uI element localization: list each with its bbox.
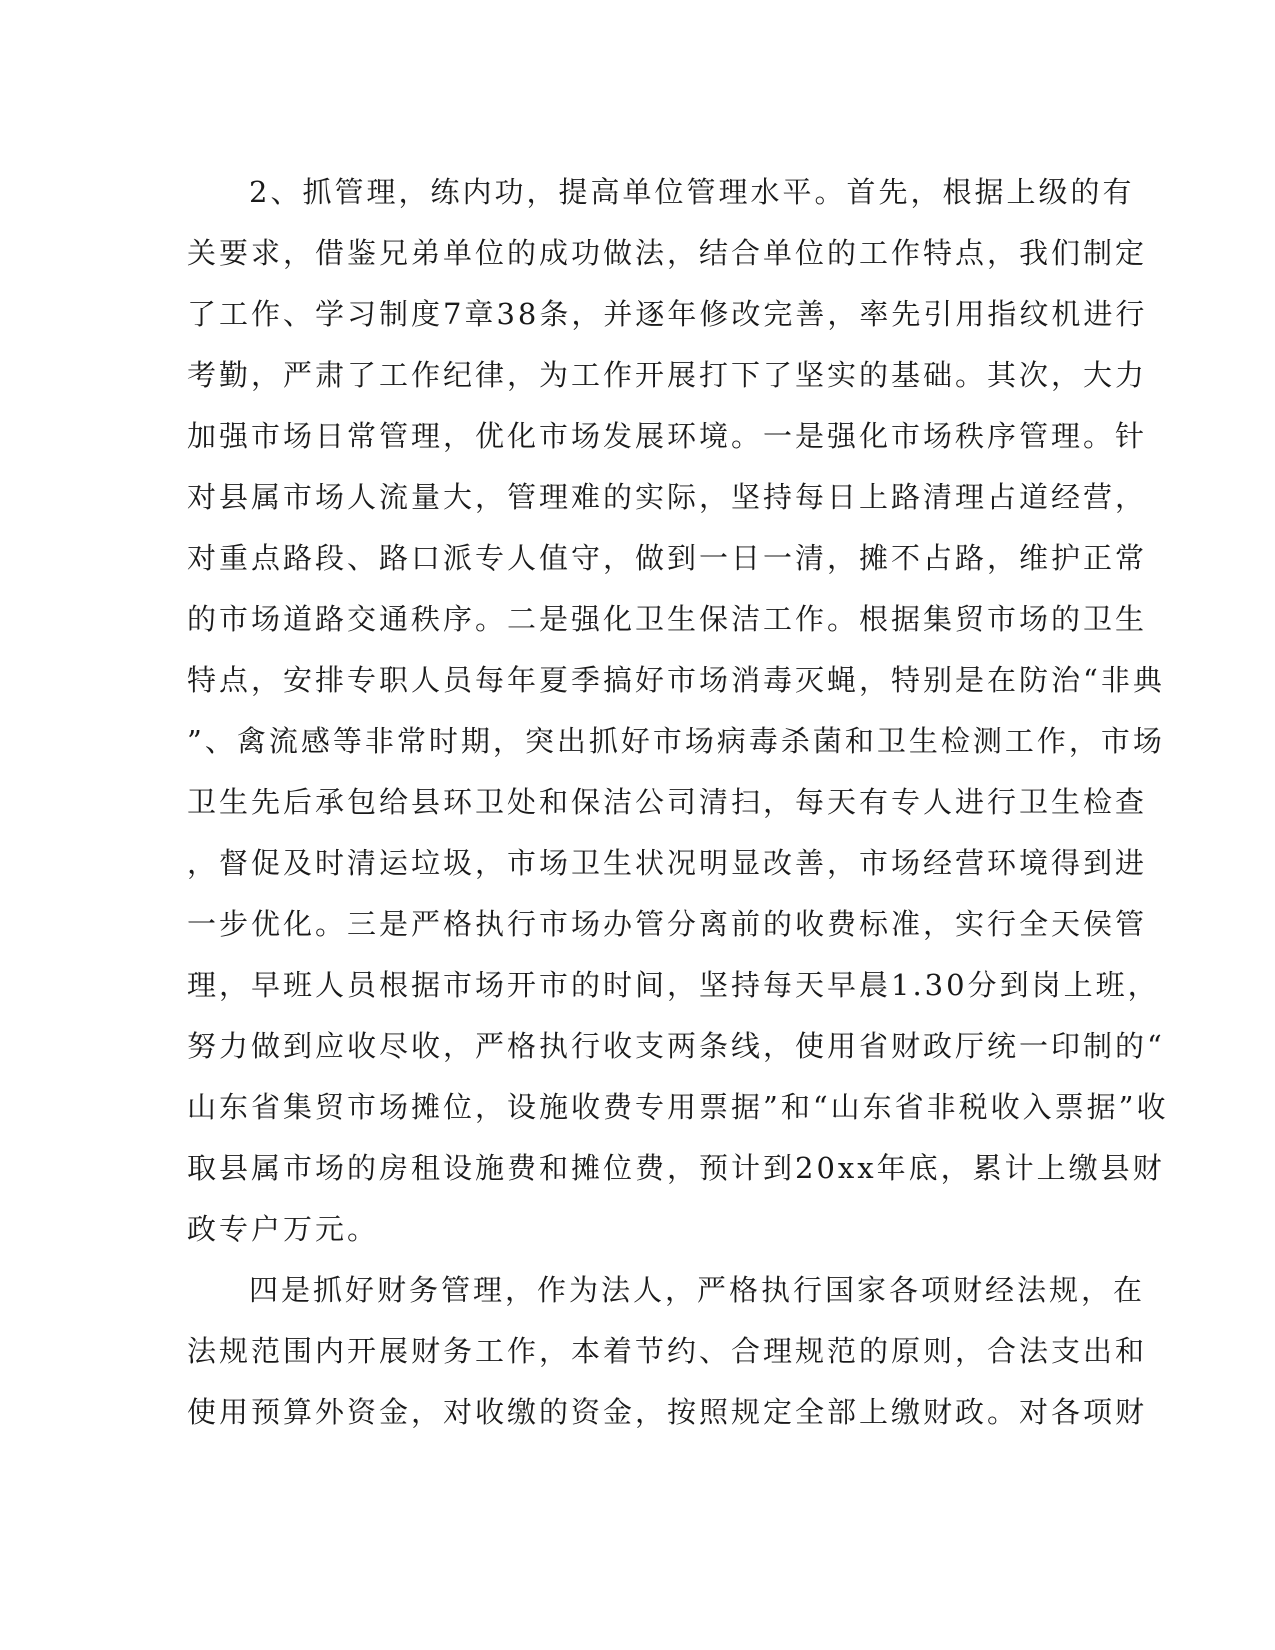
text-line: 一步优化。三是严格执行市场办管分离前的收费标准，实行全天侯管 xyxy=(187,907,1148,941)
text-line: 对重点路段、路口派专人值守，做到一日一清，摊不占路，维护正常 xyxy=(187,541,1148,575)
text-line: 法规范围内开展财务工作，本着节约、合理规范的原则，合法支出和 xyxy=(187,1334,1148,1368)
text-line: 的市场道路交通秩序。二是强化卫生保洁工作。根据集贸市场的卫生 xyxy=(187,602,1148,636)
text-line: 理，早班人员根据市场开市的时间，坚持每天早晨1.30分到岗上班， xyxy=(187,968,1160,1002)
text-line: 关要求，借鉴兄弟单位的成功做法，结合单位的工作特点，我们制定 xyxy=(187,236,1148,270)
text-line: ”、禽流感等非常时期，突出抓好市场病毒杀菌和卫生检测工作，市场 xyxy=(187,724,1165,758)
text-line: 2、抓管理，练内功，提高单位管理水平。首先，根据上级的有 xyxy=(249,175,1135,209)
text-line: 了工作、学习制度7章38条，并逐年修改完善，率先引用指纹机进行 xyxy=(187,297,1148,331)
text-line: 加强市场日常管理，优化市场发展环境。一是强化市场秩序管理。针 xyxy=(187,419,1148,453)
text-line: 使用预算外资金，对收缴的资金，按照规定全部上缴财政。对各项财 xyxy=(187,1395,1148,1429)
text-line: 对县属市场人流量大，管理难的实际，坚持每日上路清理占道经营， xyxy=(187,480,1148,514)
text-line: 特点，安排专职人员每年夏季搞好市场消毒灭蝇，特别是在防治“非典 xyxy=(187,663,1165,697)
text-line: 考勤，严肃了工作纪律，为工作开展打下了坚实的基础。其次，大力 xyxy=(187,358,1148,392)
text-line: 四是抓好财务管理，作为法人，严格执行国家各项财经法规，在 xyxy=(249,1273,1146,1307)
text-line: 山东省集贸市场摊位，设施收费专用票据”和“山东省非税收入票据”收 xyxy=(187,1090,1169,1124)
text-line: 卫生先后承包给县环卫处和保洁公司清扫，每天有专人进行卫生检查 xyxy=(187,785,1148,819)
text-line: 努力做到应收尽收，严格执行收支两条线，使用省财政厅统一印制的“ xyxy=(187,1029,1165,1063)
paragraph-management xyxy=(187,162,1169,1260)
text-line: ，督促及时清运垃圾，市场卫生状况明显改善，市场经营环境得到进 xyxy=(187,846,1148,880)
paragraph-finance xyxy=(187,1260,1148,1443)
text-line: 取县属市场的房租设施费和摊位费，预计到20xx年底，累计上缴县财 xyxy=(187,1151,1165,1185)
body-text xyxy=(187,162,1169,1443)
text-line: 政专户万元。 xyxy=(187,1212,380,1246)
